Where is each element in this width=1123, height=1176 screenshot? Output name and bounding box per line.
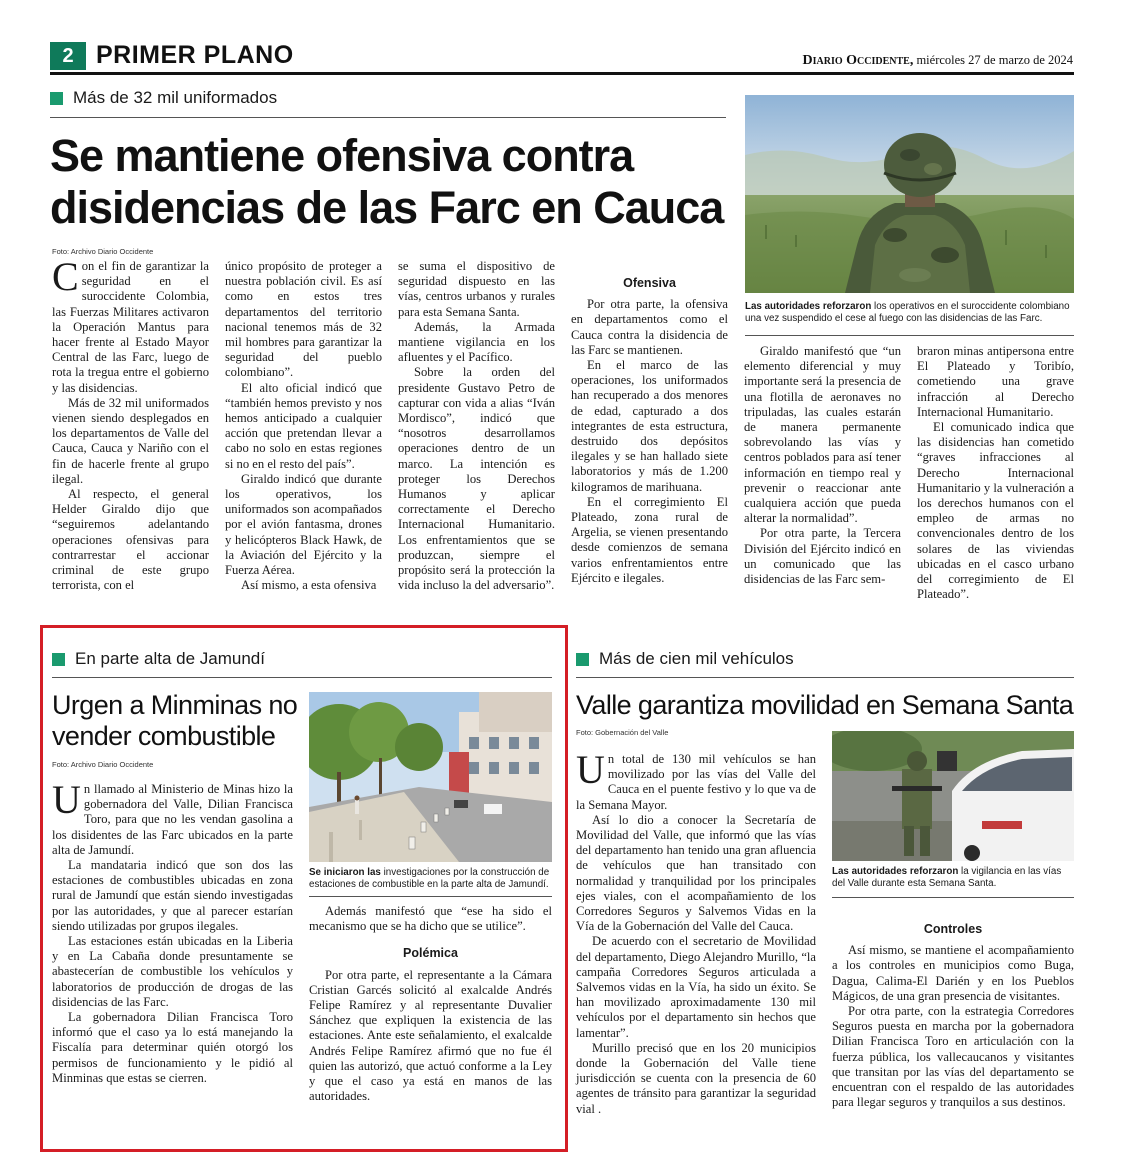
drop-cap: U bbox=[52, 777, 81, 822]
article3-photo-credit: Foto: Gobernación del Valle bbox=[576, 728, 669, 737]
paragraph-text: n total de 130 mil vehículos se han movilizado por las vías del Valle del Cauca en el puente festivo y lo que va de la Semana Mayor. bbox=[576, 752, 816, 812]
article1-photo-credit: Foto: Archivo Diario Occidente bbox=[52, 247, 154, 256]
caption-rule bbox=[745, 335, 1074, 336]
article1-column-5 bbox=[744, 344, 901, 587]
paragraph: Las estaciones están ubicadas en la Liberia y en La Cabaña donde presuntamente se abastecerían de combustible los vehículos y laboratorios de producción de drogas de las disidencias de las Farc. bbox=[52, 934, 293, 1009]
publication-dateline bbox=[803, 53, 1073, 69]
kicker-square-icon bbox=[576, 653, 589, 666]
paragraph: Además manifestó que “ese ha sido el mecanismo que se ha dicho que se utilice”. bbox=[309, 904, 552, 934]
article2-photo-street bbox=[309, 692, 552, 862]
article2-headline: Urgen a Minminas no vender combustible bbox=[52, 690, 298, 751]
paragraph: Giraldo indicó que durante los operativos, los uniformados son acompañados por el avión fantasma, drones y helicópteros Black Hawk, de la Aviación del Ejército y la Fuerza Aérea. bbox=[225, 471, 382, 578]
subheading-controles: Controles bbox=[923, 922, 983, 936]
paragraph: Además, la Armada mantiene vigilancia en los afluentes y el Pacífico. bbox=[398, 319, 555, 365]
caption-text: los operativos en el suroccidente colombiano una vez suspendido el cese al fuego con las disidencias de las Farc. bbox=[745, 301, 1070, 324]
paragraph: En el marco de las operaciones, los uniformados han recuperado a dos menores de edad, capturado a dos integrantes de esta estructura, destruido dos depósitos ilegales y se han hallado siete laboratorios y más de 1.200 kilogramos de marihuana. bbox=[571, 358, 728, 494]
article1-kicker bbox=[50, 88, 277, 108]
caption-lead: Se iniciaron las bbox=[309, 867, 381, 878]
subheading-polemica: Polémica bbox=[403, 946, 458, 961]
paragraph: De acuerdo con el secretario de Movilidad del departamento, Diego Alejandro Murillo, “la campaña Corredores Seguros articulada a Salvemos vidas en la Vía, ha sido un éxito. Se han movilizado aproximadamente 130 mil vehículos por el departamento sin hechos que lamentar”. bbox=[576, 934, 816, 1040]
publication-name: Diario Occidente, bbox=[802, 53, 914, 68]
kicker-text: Más de cien mil vehículos bbox=[599, 649, 794, 668]
kicker-square-icon bbox=[50, 92, 63, 105]
paragraph: Sobre la orden del presidente Gustavo Petro de capturar con vida a alias “Iván Mordisco”, indicó que “nosotros desarrollamos operaciones dentro de un marco. La intención es proteger los Derechos Humanos y aplicar correctamente el Derecho Internacional Humanitario. Los enfrentamientos que se produzcan, siempre el propósito será la protección la vida incluso la del adversario”. bbox=[398, 365, 555, 593]
article1-photo-soldier bbox=[745, 95, 1074, 293]
paragraph: El alto oficial indicó que “también hemos previsto y nos hemos anticipado a cualquier acción que pretendan llevar a cabo no solo en estas regiones si no en el resto del país”. bbox=[225, 380, 382, 471]
paragraph: Por otra parte, la Tercera División del Ejército indicó en un comunicado que las disidencias de las Farc sem- bbox=[744, 526, 901, 587]
paragraph: braron minas antipersona entre El Plateado y Toribío, cometiendo una grave infracción al Derecho Internacional Humanitario. bbox=[917, 344, 1074, 419]
article2-photo-credit: Foto: Archivo Diario Occidente bbox=[52, 760, 154, 769]
kicker-text: En parte alta de Jamundí bbox=[75, 649, 265, 668]
article1-column-3 bbox=[398, 259, 555, 593]
paragraph: La gobernadora Dilian Francisca Toro informó que el caso ya lo está manejando la Fiscalía para determinar quién otorgó los permisos de funcionamiento y le pidió al Minminas que estas se cierren. bbox=[52, 1010, 293, 1085]
article2-column-1 bbox=[52, 777, 293, 1086]
paragraph: Por otra parte, con la estrategia Corredores Seguros puesta en marcha por la gobernadora Dilian Francisca Toro en articulación con la fuerza pública, los vallecaucanos y visitantes que transitan por las vías del departamento se encuentran con el respaldo de las autoridades para llegar seguros y tranquilos a sus destinos. bbox=[832, 1004, 1074, 1110]
paragraph-text: n llamado al Ministerio de Minas hizo la gobernadora del Valle, Dilian Francisca Toro, para que no les vendan gasolina a los disidentes de las Farc ubicados en la parte alta de Jamundí. bbox=[52, 782, 293, 857]
article1-column-6 bbox=[917, 344, 1074, 602]
kicker-rule bbox=[576, 677, 1074, 678]
caption-text: la vigilancia en las vías del Valle durante esta Semana Santa. bbox=[832, 866, 1062, 889]
article3-photo-checkpoint bbox=[832, 731, 1074, 861]
article1-column-1 bbox=[52, 254, 209, 593]
soldier-photo-illustration bbox=[745, 95, 1074, 293]
article1-column-2 bbox=[225, 259, 382, 593]
paragraph: Así mismo, se mantiene el acompañamiento a los controles en municipios como Buga, Dagua, Calima-El Darién y en los Pueblos Mágicos, de una gran presencia de visitantes. bbox=[832, 943, 1074, 1003]
checkpoint-photo-illustration bbox=[832, 731, 1074, 861]
caption-rule bbox=[309, 896, 552, 897]
issue-date: miércoles 27 de marzo de 2024 bbox=[916, 53, 1073, 67]
header-rule bbox=[50, 72, 1074, 75]
subheading-ofensiva: Ofensiva bbox=[623, 276, 676, 290]
article1-column-4 bbox=[571, 272, 728, 586]
street-photo-illustration bbox=[309, 692, 552, 862]
paragraph: Más de 32 mil uniformados vienen siendo desplegados en los departamentos de Valle del Cauca, Cauca y Nariño con el fin de hacerle frente al grupo ilegal. bbox=[52, 395, 209, 486]
caption-text: investigaciones por la construcción de estaciones de combustible en la parte alta de Jamundí. bbox=[309, 867, 550, 890]
paragraph bbox=[52, 777, 293, 858]
kicker-rule bbox=[50, 117, 726, 118]
paragraph bbox=[576, 747, 816, 813]
kicker-square-icon bbox=[52, 653, 65, 666]
article1-photo-caption bbox=[745, 301, 1075, 325]
caption-rule bbox=[832, 897, 1074, 898]
caption-lead: Las autoridades reforzaron bbox=[745, 301, 872, 312]
drop-cap: U bbox=[576, 747, 605, 792]
article2-photo-caption bbox=[309, 867, 552, 891]
article3-column-2 bbox=[832, 918, 1074, 1110]
paragraph: Por otra parte, la ofensiva en departamentos como el Cauca contra la disidencia de las Farc se mantienen. bbox=[571, 297, 728, 357]
paragraph: La mandataria indicó que son dos las estaciones de combustibles ubicadas en zona rural de Jamundí que están siendo investigadas por las autoridades, y que al parecer estarían siendo utilizadas por grupos ilegales. bbox=[52, 858, 293, 933]
page-number: 2 bbox=[50, 42, 86, 70]
paragraph: Giraldo manifestó que “un elemento diferencial y muy importante será la presencia de una flotilla de aeronaves no tripuladas, las cuales estarán de manera permanente sobrevolando las vías y centros poblados para así tener información en tiempo real y prevenir o reaccionar ante cualquiera acción que pueda alterar la normalidad”. bbox=[744, 344, 901, 526]
paragraph: se suma el dispositivo de seguridad dispuesto en las vías, centros urbanos y rurales para esta Semana Santa. bbox=[398, 259, 555, 319]
paragraph: Por otra parte, el representante a la Cámara Cristian Garcés solicitó al exalcalde Andrés Felipe Ramírez y al representante Duvalier Sánchez que expliquen la existencia de las estaciones. Ante este señalamiento, el exalcalde Andrés Felipe Ramírez afirmó que no fue él quien las autorizó, que actuó conforme a la Ley y que el caso ya está en manos de las autoridades. bbox=[309, 967, 552, 1104]
paragraph bbox=[52, 254, 209, 396]
paragraph: Murillo precisó que en los 20 municipios donde la Gobernación del Valle tiene jurisdicción se cuenta con la presencia de 60 agentes de tránsito para garantizar la seguridad vial . bbox=[576, 1040, 816, 1116]
article2-kicker bbox=[52, 649, 265, 669]
paragraph: El comunicado indica que las disidencias han cometido “graves infracciones al Derecho Internacional Humanitario y la vulneración a los derechos humanos con el empleo de armas no convencionales dentro de los solares de las viviendas ubicadas en el casco urbano del corregimiento de El Plateado”. bbox=[917, 420, 1074, 602]
article3-kicker bbox=[576, 649, 794, 669]
paragraph: único propósito de proteger a nuestra población civil. Es así como en estos tres departamentos del territorio nacional tenemos más de 32 mil hombres para garantizar la seguridad del pueblo colombiano”. bbox=[225, 259, 382, 380]
paragraph: Al respecto, el general Helder Giraldo dijo que “seguiremos adelantando operaciones ofensivas para contrarrestar el accionar criminal de este grupo terrorista, con el bbox=[52, 487, 209, 593]
caption-lead: Las autoridades reforzaron bbox=[832, 866, 959, 877]
article2-column-2 bbox=[309, 904, 552, 1104]
article3-column-1 bbox=[576, 747, 816, 1117]
article3-photo-caption bbox=[832, 866, 1077, 890]
paragraph-text: on el fin de garantizar la seguridad en el suroccidente Colombia, las Fuerzas Militares activaron la Operación Mantus para hacer frente al Estado Mayor Central de las Farc, luego de rota la tregua entre el gobierno y las disidencias. bbox=[52, 259, 209, 395]
article1-headline: Se mantiene ofensiva contra disidencias de las Farc en Cauca bbox=[50, 130, 724, 233]
drop-cap: C bbox=[52, 254, 79, 299]
paragraph: Así lo dio a conocer la Secretaría de Movilidad del Valle, que informó que las vías del departamento han tenido una gran afluencia de vehículos que han transitado con normalidad y tranquilidad por los principales ejes viales, con el acompañamiento de los Corredores Seguros y Salvemos Vidas en la Vía de la Gobernación del Valle del Cauca. bbox=[576, 812, 816, 934]
kicker-text: Más de 32 mil uniformados bbox=[73, 88, 278, 107]
paragraph: En el corregimiento El Plateado, zona rural de Argelia, se vienen presentando desde comienzos de semana varios enfrentamientos entre Ejército e ilegales. bbox=[571, 494, 728, 585]
kicker-rule bbox=[52, 677, 552, 678]
article3-headline: Valle garantiza movilidad en Semana Santa bbox=[576, 690, 1074, 720]
section-name: PRIMER PLANO bbox=[96, 41, 294, 69]
paragraph: Así mismo, a esta ofensiva bbox=[241, 578, 377, 593]
